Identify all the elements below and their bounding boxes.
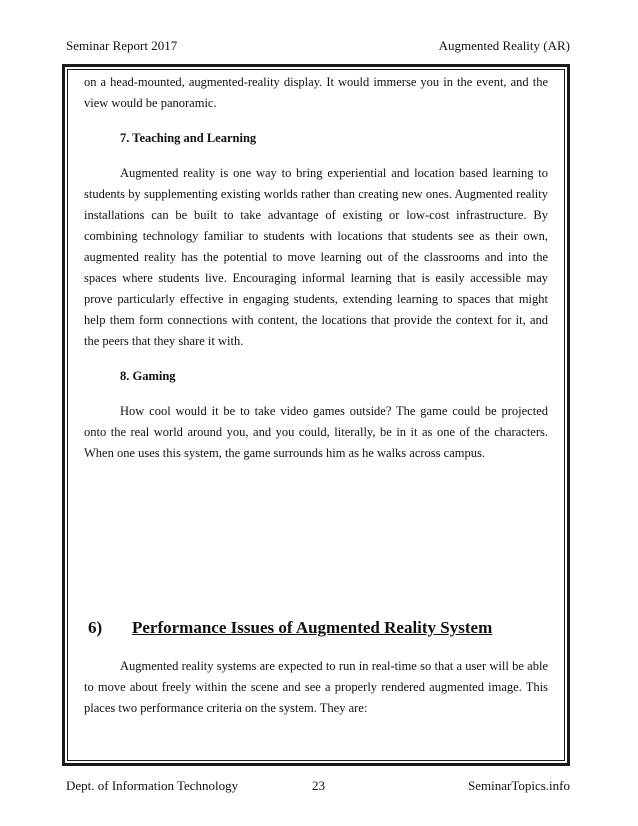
body-content [84,72,548,464]
section-7-paragraph: Augmented reality is one way to bring experiential and location based learning to students by supplementing existing worlds rather than creating new ones. Augmented reality installations can be built to take advantage of existing or low-cost infrastructure. By combining technology familiar to students with locations that students see as their own, augmented reality has the potential to move learning out of the classrooms and into the spaces where students live. Encouraging informal learning that is easily accessible may prove particularly effective in engaging students, extending learning to spaces that might help them form connections with content, the locations that provide the context for it, and the peers that they share it with. [84,166,548,348]
main-section-number: 6) [88,618,103,637]
footer-website: SeminarTopics.info [468,778,570,793]
main-section-heading [88,617,492,639]
main-section-content [84,656,548,719]
main-section-paragraph: Augmented reality systems are expected to run in real-time so that a user will be able to move about freely within the scene and see a properly rendered augmented image. This places two performance criteria on the system. They are: [84,659,548,715]
section-8-paragraph: How cool would it be to take video games outside? The game could be projected onto the real world around you, and you could, literally, be in it as one of the characters. When one uses this system, the game surrounds him as he walks across campus. [84,404,548,460]
section-7-heading: 7. Teaching and Learning [120,131,257,145]
main-section-title: Performance Issues of Augmented Reality System [132,618,493,637]
section-8-heading: 8. Gaming [120,369,176,383]
intro-paragraph: on a head-mounted, augmented-reality display. It would immerse you in the event, and the view would be panoramic. [84,75,548,110]
header-topic: Augmented Reality (AR) [438,38,570,53]
header-report-title: Seminar Report 2017 [66,38,178,53]
footer-page-number: 23 [312,778,325,793]
footer-department: Dept. of Information Technology [66,778,239,793]
